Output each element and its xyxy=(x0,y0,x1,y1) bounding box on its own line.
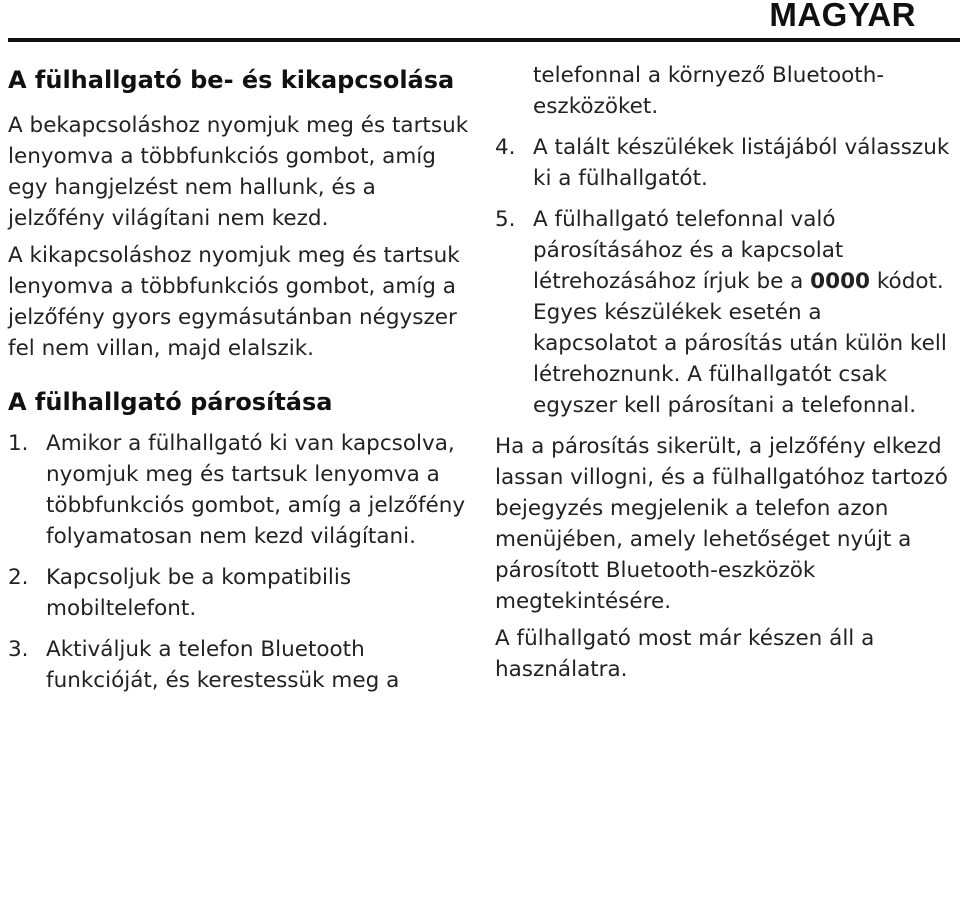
right-column xyxy=(495,60,950,691)
paragraph-power-on: A bekapcsoláshoz nyomjuk meg és tartsuk lenyomva a többfunkciós gombot, amíg egy hangjelzést nem hallunk, és a jelzőfény világítani nem kezd. xyxy=(8,113,469,231)
paragraph-pairing-success: Ha a párosítás sikerült, a jelzőfény elkezd lassan villogni, és a fülhallgatóhoz tartozó bejegyzés megjelenik a telefon azon menüjében, amely lehetőséget nyújt a párosított Bluetooth-eszközök megtekintésére. xyxy=(495,434,948,614)
step-number: 4. xyxy=(495,135,516,160)
left-column xyxy=(8,60,470,706)
section-title-power: A fülhallgató be- és kikapcsolása xyxy=(8,66,455,94)
list-item xyxy=(495,204,950,421)
paragraph-power-off: A kikapcsoláshoz nyomjuk meg és tartsuk lenyomva a többfunkciós gombot, amíg a jelzőfény gyors egymásutánban négyszer fel nem villan, majd elalszik. xyxy=(8,243,460,361)
list-item xyxy=(8,634,470,696)
list-item xyxy=(495,132,950,194)
step-text-after: kódot. Egyes készülékek esetén a kapcsolatot a párosítás után külön kell létrehoznunk. A fülhallgatót csak egyszer kell párosítani a telefonnal. xyxy=(533,269,947,418)
step-text: A talált készülékek listájából válasszuk ki a fülhallgatót. xyxy=(533,135,950,191)
header-rule xyxy=(8,38,960,42)
step-number: 3. xyxy=(8,637,29,662)
pairing-steps-list-continued xyxy=(495,132,950,421)
step-text: Amikor a fülhallgató ki van kapcsolva, nyomjuk meg és tartsuk lenyomva a többfunkciós gombot, amíg a jelzőfény folyamatosan nem kezd világítani. xyxy=(46,431,466,549)
pairing-code: 0000 xyxy=(810,269,871,294)
step-3-continued: telefonnal a környező Bluetooth-eszközöket. xyxy=(533,63,885,119)
language-label: MAGYAR xyxy=(769,0,916,33)
paragraph-ready: A fülhallgató most már készen áll a használatra. xyxy=(495,626,875,682)
step-number: 5. xyxy=(495,207,516,232)
list-item xyxy=(8,428,470,552)
step-number: 1. xyxy=(8,431,29,456)
step-text-before: A fülhallgató telefonnal való párosításához és a kapcsolat létrehozásához írjuk be a xyxy=(533,207,844,294)
list-item xyxy=(8,562,470,624)
pairing-steps-list xyxy=(8,428,470,696)
step-text: Kapcsoljuk be a kompatibilis mobiltelefont. xyxy=(46,565,352,621)
section-title-pairing: A fülhallgató párosítása xyxy=(8,388,333,416)
step-number: 2. xyxy=(8,565,29,590)
step-text: Aktiváljuk a telefon Bluetooth funkcióját, és kerestessük meg a xyxy=(46,637,400,693)
